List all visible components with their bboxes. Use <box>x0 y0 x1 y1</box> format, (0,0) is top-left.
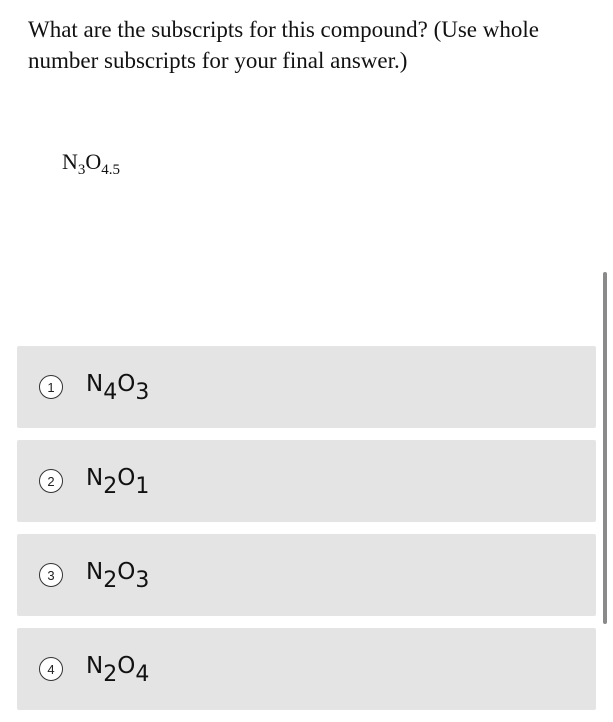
option-subscript-n: 2 <box>103 662 118 687</box>
option-subscript-o: 1 <box>135 474 150 499</box>
option-element-o: O <box>117 559 136 585</box>
option-subscript-n: 4 <box>103 380 118 405</box>
option-number-badge: 3 <box>39 563 63 587</box>
option-formula <box>86 461 150 499</box>
answer-option-2[interactable] <box>17 440 596 522</box>
option-element-n: N <box>86 371 104 397</box>
scrollbar[interactable] <box>603 272 607 624</box>
option-number-badge: 4 <box>39 657 63 681</box>
option-subscript-n: 2 <box>103 474 118 499</box>
option-subscript-n: 2 <box>103 568 118 593</box>
compound-formula <box>62 148 120 179</box>
option-number-badge: 1 <box>39 375 63 399</box>
answer-option-4[interactable] <box>17 628 596 710</box>
formula-subscript-o: 4.5 <box>101 162 121 178</box>
answer-option-1[interactable] <box>17 346 596 428</box>
option-formula <box>86 555 150 593</box>
option-element-o: O <box>117 653 136 679</box>
option-element-n: N <box>86 559 104 585</box>
option-subscript-o: 3 <box>135 568 150 593</box>
answer-option-3[interactable] <box>17 534 596 616</box>
answer-options <box>17 346 596 722</box>
option-subscript-o: 3 <box>135 380 150 405</box>
formula-element-n: N <box>62 149 78 174</box>
option-element-o: O <box>117 371 136 397</box>
option-number-badge: 2 <box>39 469 63 493</box>
formula-subscript-n: 3 <box>77 162 86 178</box>
option-formula <box>86 367 150 405</box>
option-element-n: N <box>86 653 104 679</box>
option-element-n: N <box>86 465 104 491</box>
option-element-o: O <box>117 465 136 491</box>
option-subscript-o: 4 <box>135 662 150 687</box>
question-text: What are the subscripts for this compound? (Use whole number subscripts for your final answer.) <box>28 17 539 73</box>
formula-element-o: O <box>85 149 102 174</box>
option-formula <box>86 649 150 687</box>
